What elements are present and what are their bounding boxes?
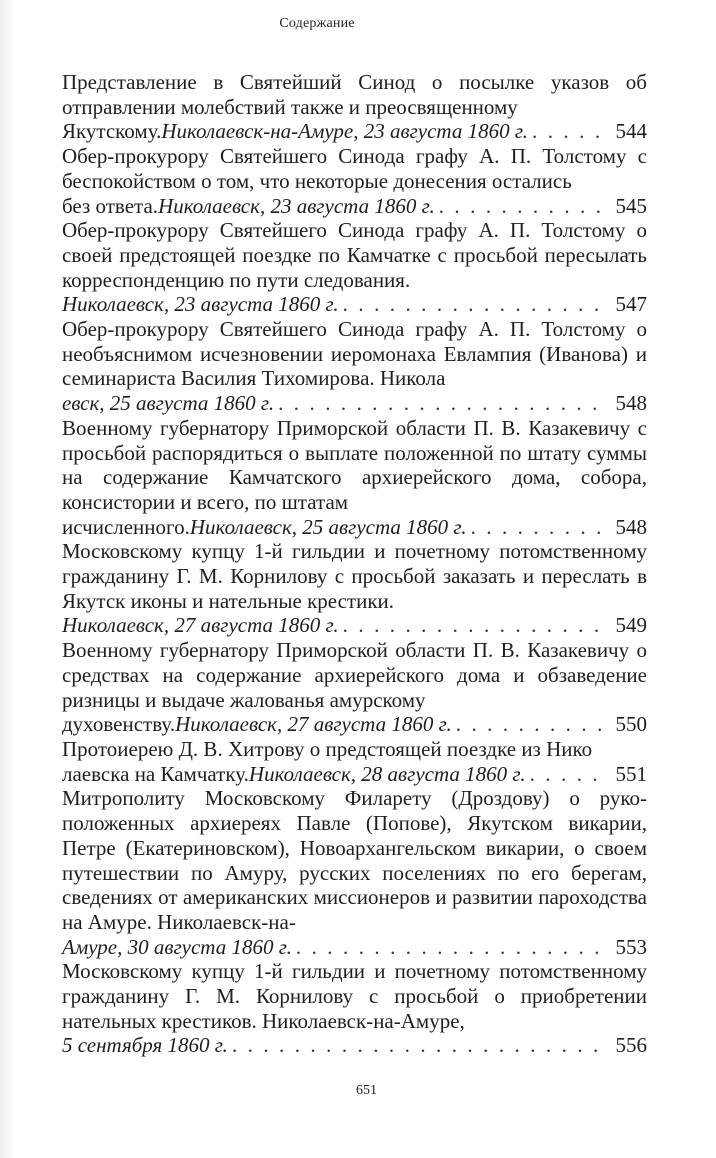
toc-entry bbox=[62, 416, 647, 540]
dot-leader bbox=[343, 292, 609, 317]
toc-entry-description: Протоиерею Д. В. Хитрову о предстоящей поездке из Нико bbox=[62, 736, 593, 761]
toc-entry-description: Военному губернатору Приморской области П. В. Казакевичу с просьбой распорядиться о выплате положенной по штату суммы на содержание Камчатского архиерейского дома, собора, консистории и всего, по штатам bbox=[62, 415, 647, 514]
toc-entry-last-line bbox=[62, 712, 647, 737]
toc-entry-date: Николаевск-на-Амуре, 23 августа 1860 г. bbox=[161, 119, 529, 144]
toc-entry-date: Николаевск, 28 августа 1860 г. bbox=[248, 761, 526, 786]
toc-entry bbox=[62, 317, 647, 416]
toc-entry-page-number: 549 bbox=[615, 613, 647, 638]
toc-entry bbox=[62, 70, 647, 144]
toc-entry-last-line bbox=[62, 762, 647, 787]
dot-leader bbox=[456, 712, 609, 737]
dot-leader bbox=[278, 391, 609, 416]
toc-entry-date: евск, 25 августа 1860 г. bbox=[62, 391, 275, 416]
toc-entry-description: Московскому купцу 1-й гильдии и почетному потомственному гражданину Г. М. Корнилову с просьбой заказать и переслать в Якутск иконы и нательные крестики. bbox=[62, 539, 647, 613]
toc-entry-date: Николаевск, 25 августа 1860 г. bbox=[189, 514, 467, 539]
toc-entry-page-number: 556 bbox=[615, 1033, 647, 1058]
dot-leader bbox=[232, 1033, 609, 1058]
toc-entry bbox=[62, 218, 647, 317]
toc-entry bbox=[62, 959, 647, 1058]
table-of-contents bbox=[62, 70, 647, 1058]
running-head: Содержание bbox=[279, 16, 355, 31]
toc-entry-page-number: 553 bbox=[615, 934, 647, 959]
toc-entry bbox=[62, 144, 647, 218]
toc-entry-description-tail: исчисленного. bbox=[62, 514, 190, 539]
toc-entry-date: Николаевск, 23 августа 1860 г. bbox=[158, 193, 435, 218]
page-gutter-shadow bbox=[0, 0, 14, 1158]
toc-entry-date: Николаевск, 27 августа 1860 г. bbox=[62, 613, 339, 638]
dot-leader bbox=[532, 119, 609, 144]
toc-entry-last-line bbox=[62, 292, 647, 317]
toc-entry-description: Обер-прокурору Святейшего Синода графу А. П. Толстому с беспокойством о том, что некоторые донесения остались bbox=[62, 144, 647, 193]
toc-entry-description-tail: Якутскому. bbox=[62, 119, 162, 144]
toc-entry-description-tail: лаевска на Камчатку. bbox=[62, 761, 249, 786]
toc-entry-last-line bbox=[62, 194, 647, 219]
toc-entry-description: Представление в Святейший Синод о посылке указов об отправлении молебствий также и преосвященному bbox=[62, 70, 647, 119]
toc-entry-page-number: 548 bbox=[615, 514, 647, 539]
toc-entry-last-line bbox=[62, 613, 647, 638]
toc-entry-page-number: 547 bbox=[615, 292, 647, 317]
toc-entry-page-number: 544 bbox=[615, 119, 647, 144]
toc-entry-description: Митрополиту Московскому Филарету (Дроздову) о рукоположенных архиереях Павле (Попове), Якутском викарии, Петре (Екатериновском), Новоархангельском викарии, о своем путешествии по Амуру, русских поселениях по его берегам, сведениях от американских миссионеров и развитии пароходства на Амуре. Николаевск-на- bbox=[62, 786, 647, 934]
toc-entry-page-number: 550 bbox=[615, 712, 647, 737]
toc-entry-date: Николаевск, 27 августа 1860 г. bbox=[175, 712, 452, 737]
toc-entry-last-line bbox=[62, 935, 647, 960]
toc-entry-page-number: 545 bbox=[615, 193, 647, 218]
toc-entry bbox=[62, 638, 647, 737]
toc-entry-description: Военному губернатору Приморской области П. В. Казакевичу о средствах на содержание архиерейского дома и обзаведение ризницы и выдаче жалованья амурскому bbox=[62, 638, 647, 712]
toc-entry bbox=[62, 737, 647, 786]
dot-leader bbox=[296, 935, 609, 960]
dot-leader bbox=[471, 515, 609, 540]
toc-entry-description: Московскому купцу 1-й гильдии и почетному потомственному гражданину Г. М. Корнилову с просьбой о приобретении нательных крестиков. Николаевск-на-Амуре, bbox=[62, 959, 647, 1033]
toc-entry-last-line bbox=[62, 119, 647, 144]
toc-entry-last-line bbox=[62, 515, 647, 540]
toc-entry-description-tail: духовенству. bbox=[62, 712, 176, 737]
page-number: 651 bbox=[356, 1083, 377, 1098]
toc-entry-description: Обер-прокурору Святейшего Синода графу А. П. Толстому о необъяснимом исчезновении иеромонаха Евлампия (Иванова) и семинариста Василия Тихомирова. Никола bbox=[62, 317, 647, 391]
toc-entry-date: Амуре, 30 августа 1860 г. bbox=[62, 934, 292, 959]
toc-entry-description: Обер-прокурору Святейшего Синода графу А. П. Толстому о своей предстоящей поездке по Камчатке с просьбой пересылать корреспонденцию по пути следования. bbox=[62, 218, 647, 292]
toc-entry-page-number: 551 bbox=[615, 761, 647, 786]
dot-leader bbox=[439, 194, 609, 219]
toc-entry bbox=[62, 786, 647, 959]
dot-leader bbox=[343, 613, 609, 638]
toc-entry-description-tail: без ответа. bbox=[62, 193, 159, 218]
toc-entry-date: 5 сентября 1860 г. bbox=[62, 1033, 228, 1058]
dot-leader bbox=[530, 762, 609, 787]
toc-entry bbox=[62, 539, 647, 638]
toc-entry-last-line bbox=[62, 391, 647, 416]
toc-entry-date: Николаевск, 23 августа 1860 г. bbox=[62, 292, 339, 317]
toc-entry-page-number: 548 bbox=[615, 391, 647, 416]
toc-entry-last-line bbox=[62, 1033, 647, 1058]
